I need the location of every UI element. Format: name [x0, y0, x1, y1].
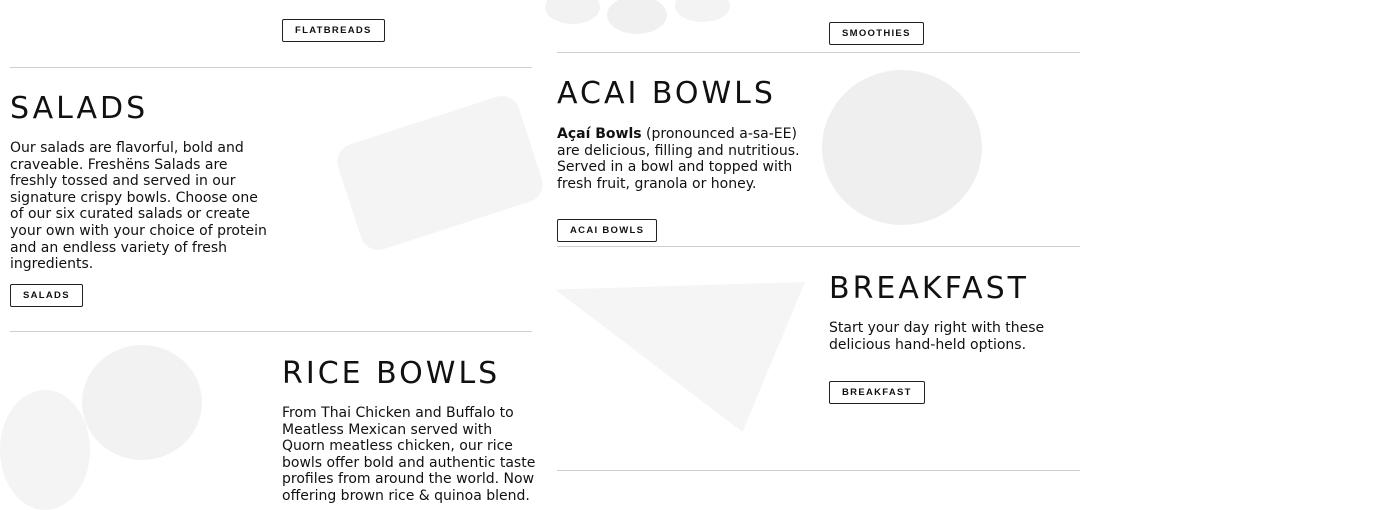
flatbreads-button[interactable]: FLATBREADS [282, 19, 385, 42]
rice-bowls-description: From Thai Chicken and Buffalo to Meatless Mexican served with Quorn meatless chicken, our rice bowls offer bold and authentic taste profiles from around the world. Now offering brown rice & quinoa blend. [282, 405, 536, 504]
acai-brand-name: Açaí Bowls [557, 126, 642, 142]
divider [10, 331, 532, 332]
breakfast-description: Start your day right with these delicious hand-held options. [829, 320, 1045, 353]
acai-bowls-description [557, 126, 812, 192]
food-image-top-left [70, 0, 210, 10]
salads-button[interactable]: SALADS [10, 284, 83, 307]
breakfast-title: BREAKFAST [829, 271, 1029, 306]
rice-bowls-title: RICE BOWLS [282, 356, 501, 391]
rice-bowl-image [0, 340, 210, 500]
divider [10, 67, 532, 68]
acai-bowl-image [822, 70, 987, 230]
smoothie-image [545, 0, 745, 40]
breakfast-image [545, 272, 825, 447]
salads-title: SALADS [10, 91, 149, 126]
smoothies-button[interactable]: SMOOTHIES [829, 22, 924, 45]
salads-description: Our salads are flavorful, bold and craveable. Freshëns Salads are freshly tossed and served in our signature crispy bowls. Choose one of our six curated salads or create your own with your choice of protein and an endless variety of fresh ingredients. [10, 140, 267, 273]
divider [557, 52, 1080, 53]
divider [557, 470, 1080, 471]
acai-bowls-button[interactable]: ACAI BOWLS [557, 219, 657, 242]
breakfast-button[interactable]: BREAKFAST [829, 381, 925, 404]
acai-description-text: (pronounced a-sa-EE) are delicious, filling and nutritious. Served in a bowl and topped with fresh fruit, granola or honey. [557, 126, 800, 192]
acai-bowls-title: ACAI BOWLS [557, 76, 776, 111]
divider [557, 246, 1080, 247]
salad-image [335, 88, 545, 243]
